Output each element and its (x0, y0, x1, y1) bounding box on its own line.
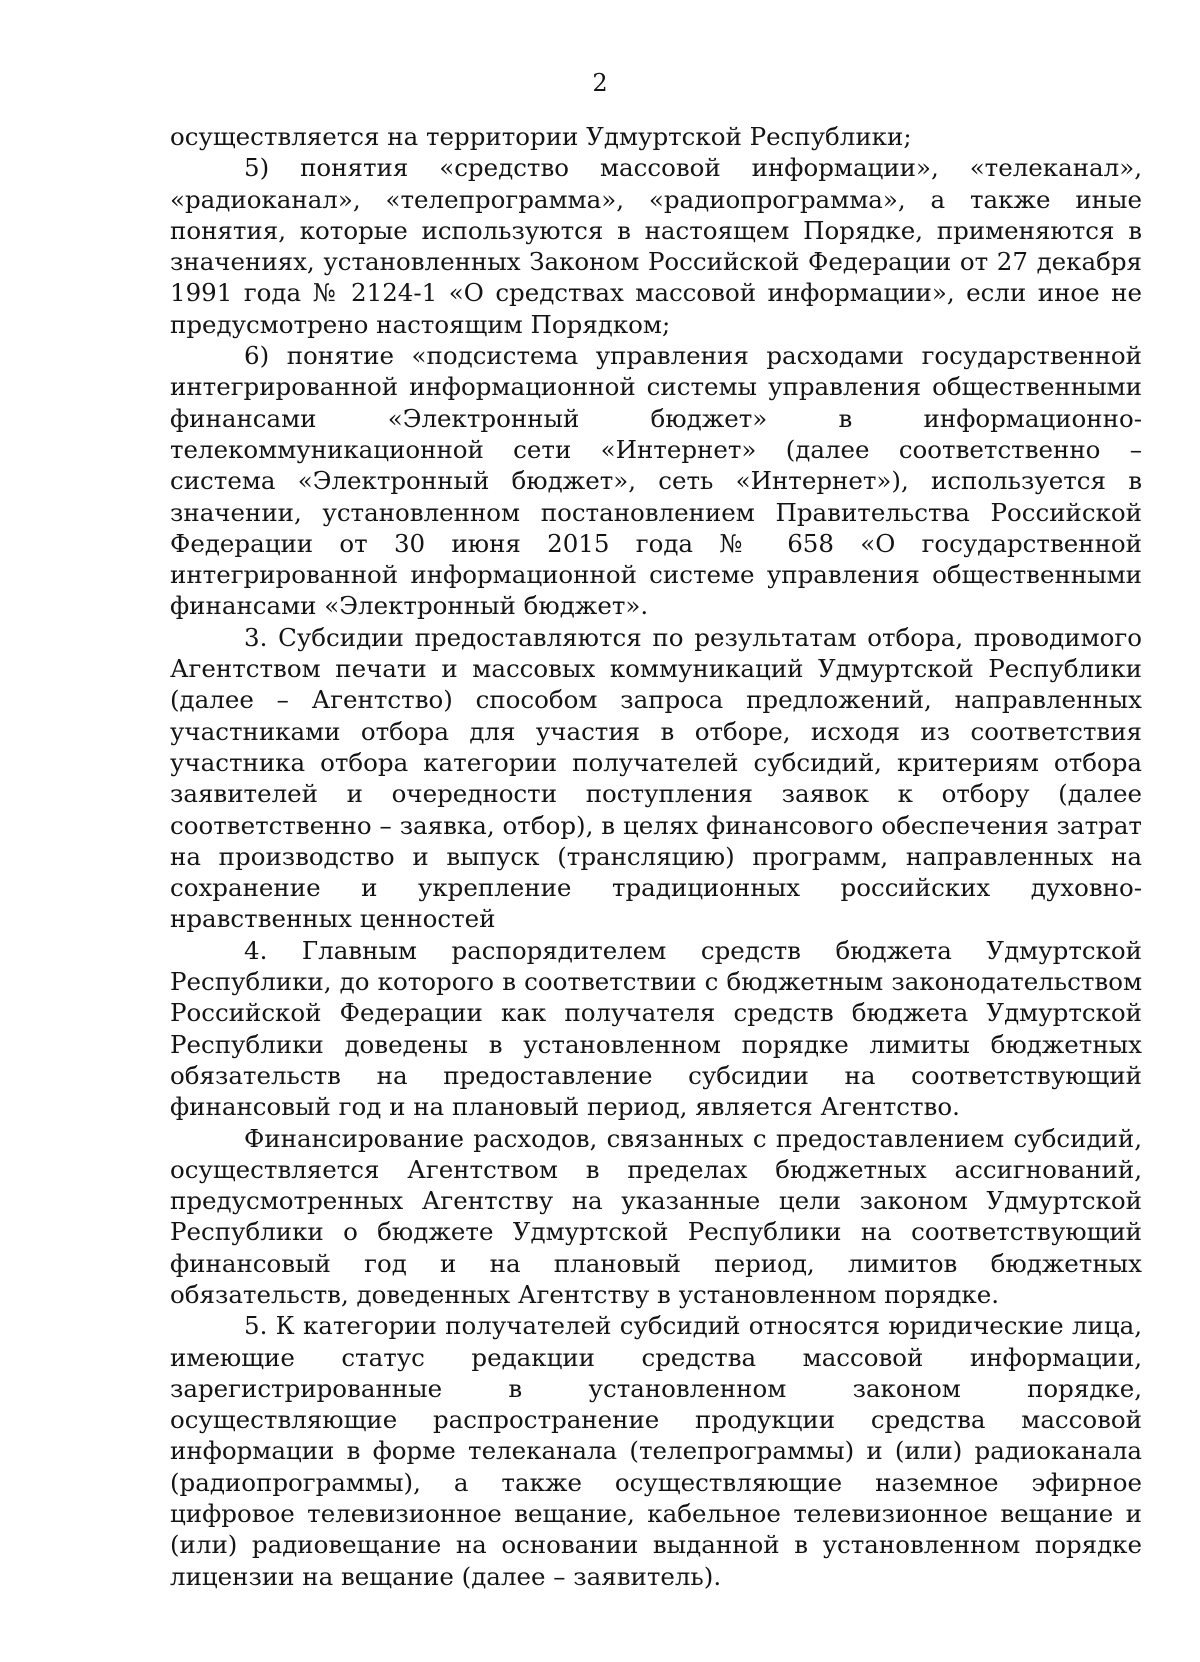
page-number: 2 (592, 69, 608, 97)
document-body (170, 121, 1142, 1592)
paragraph-item-5-media-concepts: 5) понятия «средство массовой информации», «телеканал», «радиоканал», «телепрограмма», «радиопрограмма», а также иные понятия, которые используются в настоящем Порядке, применяются в значениях, установленных Законом Российской Федерации от 27 декабря 1991 года № 2124-1 «О средствах массовой информации», если иное не предусмотрено настоящим Порядком; (170, 153, 1142, 339)
paragraph-continuation: осуществляется на территории Удмуртской Республики; (170, 122, 912, 151)
paragraph-clause-4-budget-manager: 4. Главным распорядителем средств бюджета Удмуртской Республики, до которого в соответствии с бюджетным законодательством Российской Федерации как получателя средств бюджета Удмуртской Республики доведены в установленном порядке лимиты бюджетных обязательств на предоставление субсидии на соответствующий финансовый год и на плановый период, является Агентство. (170, 935, 1142, 1122)
paragraph-clause-5-recipients: 5. К категории получателей субсидий относятся юридические лица, имеющие статус редакции средства массовой информации, зарегистрированные в установленном законом порядке, осуществляющие распространение продукции средства массовой информации в форме телеканала (телепрограммы) и (или) радиоканала (радиопрограммы), а также осуществляющие наземное эфирное цифровое телевизионное вещание, кабельное телевизионное вещание и (или) радиовещание на основании выданной в установленном порядке лицензии на вещание (далее – заявитель). (170, 1311, 1142, 1591)
paragraph-item-6-electronic-budget: 6) понятие «подсистема управления расходами государственной интегрированной информационной системы управления общественными финансами «Электронный бюджет» в информационно-телекоммуникационной сети «Интернет» (далее соответственно – система «Электронный бюджет», сеть «Интернет»), используется в значении, установленном постановлением Правительства Российской Федерации от 30 июня 2015 года № 658 «О государственной интегрированной информационной системе управления общественными финансами «Электронный бюджет». (170, 341, 1142, 621)
paragraph-clause-3-subsidies: 3. Субсидии предоставляются по результатам отбора, проводимого Агентством печати и массовых коммуникаций Удмуртской Республики (далее – Агентство) способом запроса предложений, направленных участниками отбора для участия в отборе, исходя из соответствия участника отбора категории получателей субсидий, критериям отбора заявителей и очередности поступления заявок к отбору (далее соответственно – заявка, отбор), в целях финансового обеспечения затрат на производство и выпуск (трансляцию) программ, направленных на сохранение и укрепление традиционных российских духовно-нравственных ценностей (170, 622, 1142, 934)
paragraph-financing: Финансирование расходов, связанных с предоставлением субсидий, осуществляется Агентством в пределах бюджетных ассигнований, предусмотренных Агентству на указанные цели законом Удмуртской Республики о бюджете Удмуртской Республики на соответствующий финансовый год и на плановый период, лимитов бюджетных обязательств, доведенных Агентству в установленном порядке. (170, 1123, 1142, 1309)
